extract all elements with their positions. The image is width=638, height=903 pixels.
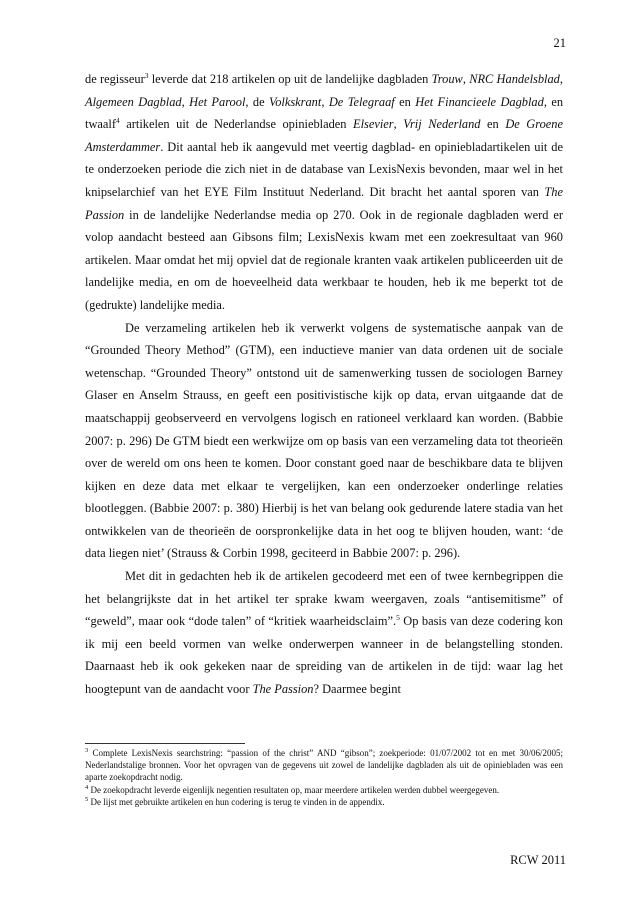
footnote-text: De zoekopdracht leverde eigenlijk negentien resultaten op, maar meerdere artikelen werden dubbel weergegeven.: [88, 784, 500, 795]
italic-title: De Telegraaf: [328, 94, 395, 109]
text-run: ,: [393, 117, 404, 132]
paragraph: [85, 68, 563, 317]
text-run: en: [480, 117, 506, 132]
italic-title: Algemeen Dagblad: [85, 94, 182, 109]
italic-title: NRC Handelsblad: [469, 72, 560, 86]
page-number: 21: [553, 36, 566, 50]
footnotes: [85, 747, 563, 808]
text-run: ,: [462, 72, 470, 86]
italic-title: Het Parool: [189, 94, 246, 109]
paragraph: [85, 317, 563, 566]
footnote-number: 4: [85, 783, 89, 791]
footnote-text: De lijst met gebruikte artikelen en hun codering is terug te vinden in de appendix.: [88, 796, 385, 807]
text-run: ? Daarmee begint: [313, 682, 401, 697]
text-run: , en twaalf: [85, 94, 564, 132]
footnote-ref: 3: [144, 71, 149, 80]
italic-title: Trouw: [431, 72, 463, 86]
text-run: . Dit aantal heb ik aangevuld met veertig dagblad- en opiniebladartikelen uit de te onderzoeken periode die zich niet in de database van LexisNexis bevonden, maar wel in het knipselarchief van het EYE Film Instituut Nederland. Dit bracht het aantal sporen van: [85, 139, 563, 199]
body-text: [85, 68, 563, 701]
text-run: artikelen uit de Nederlandse opiniebladen: [119, 117, 354, 132]
footnote-ref: 5: [396, 613, 400, 623]
footnote-ref: 4: [115, 116, 120, 126]
italic-title: Vrij Nederland: [403, 117, 481, 132]
paragraph: [85, 565, 563, 701]
footer-label: RCW 2011: [510, 853, 566, 867]
footnote-number: 5: [85, 795, 89, 803]
text-run: De verzameling artikelen heb ik verwerkt volgens de systematische aanpak van de “Grounded Theory Method” (GTM), een inductieve manier van data ordenen uit de sociale wetenschap. “Grounded Theory” ontstond uit de samenwerking tussen de sociologen Barney Glaser en Anselm Strauss, en geeft een positivistische kijk op data, ervan uitgaande dat de maatschappij geobserveerd en vervolgens logisch en rationeel verklaard kan worden. (Babbie 2007: p. 296) De GTM biedt een werkwijze om op basis van een verzameling data tot theorieën over de wereld om ons heen te komen. Door constant goed naar de beschikbare data te blijven kijken en deze data met elkaar te vergelijken, kan een onderzoeker onderlinge relaties blootleggen. (Babbie 2007: p. 380) Hierbij is het van belang ook gedurende latere stadia van het ontwikkelen van de theorieën de oorspronkelijke data in het oog te blijven houden, want: ‘de data liegen niet’ (Strauss & Corbin 1998, geciteerd in Babbie 2007: p. 296).: [85, 320, 563, 561]
italic-title: The Passion: [85, 184, 563, 222]
text-run: , de: [245, 94, 270, 109]
text-run: leverde dat 218 artikelen op uit de landelijke dagbladen: [148, 72, 432, 86]
footnote: [85, 784, 563, 796]
text-run: de regisseur: [85, 72, 145, 86]
text-run: Op basis van deze codering kon ik mij een beeld vormen van welke onderwerpen wanneer in de belangstelling stonden. Daarnaast heb ik ook gekeken naar de spreiding van de artikelen in de tijd: waar lag het hoogtepunt van de aandacht voor: [85, 614, 563, 697]
text-run: ,: [181, 94, 190, 109]
footnote: [85, 796, 563, 808]
italic-title: The Passion: [252, 682, 314, 697]
italic-title: De Groene Amsterdammer: [85, 117, 564, 154]
text-run: in de landelijke Nederlandse media op 270. Ook in de regionale dagbladen werd er volop aandacht besteed aan Gibsons film; LexisNexis kwam met een zoekresultaat van 960 artikelen. Maar omdat het mij opviel dat de regionale kranten vaak artikelen publiceerden uit de landelijke media, en om de hoeveelheid data werkbaar te houden, heb ik me beperkt tot de (gedrukte) landelijke media.: [85, 207, 563, 312]
footnote: [85, 747, 563, 784]
text-run: en: [394, 94, 416, 109]
italic-title: Het Financieele Dagblad: [415, 94, 544, 109]
footnote-text: Complete LexisNexis searchstring: “passion of the christ” AND “gibson”; zoekperiode: 01/07/2002 tot en met 30/06/2005; Nederlandstalige bronnen. Voor het opvragen van de gegevens uit zowel de landelijke dagbladen als uit de opiniebladen was een aparte zoekopdracht nodig.: [85, 748, 563, 783]
footnote-number: 3: [85, 747, 89, 754]
text-run: Met dit in gedachten heb ik de artikelen gecodeerd met een of twee kernbegrippen die het belangrijkste dat in het artikel ter sprake kwam weergaven, zoals “antisemitisme” of “geweld”, maar ook “dode talen” of “kritiek waarheidsclaim”.: [85, 569, 563, 629]
text-run: ,: [559, 72, 563, 86]
footnote-separator: [85, 743, 245, 744]
italic-title: Volkskrant: [269, 94, 322, 109]
italic-title: Elsevier: [353, 117, 394, 132]
text-run: ,: [321, 94, 329, 109]
